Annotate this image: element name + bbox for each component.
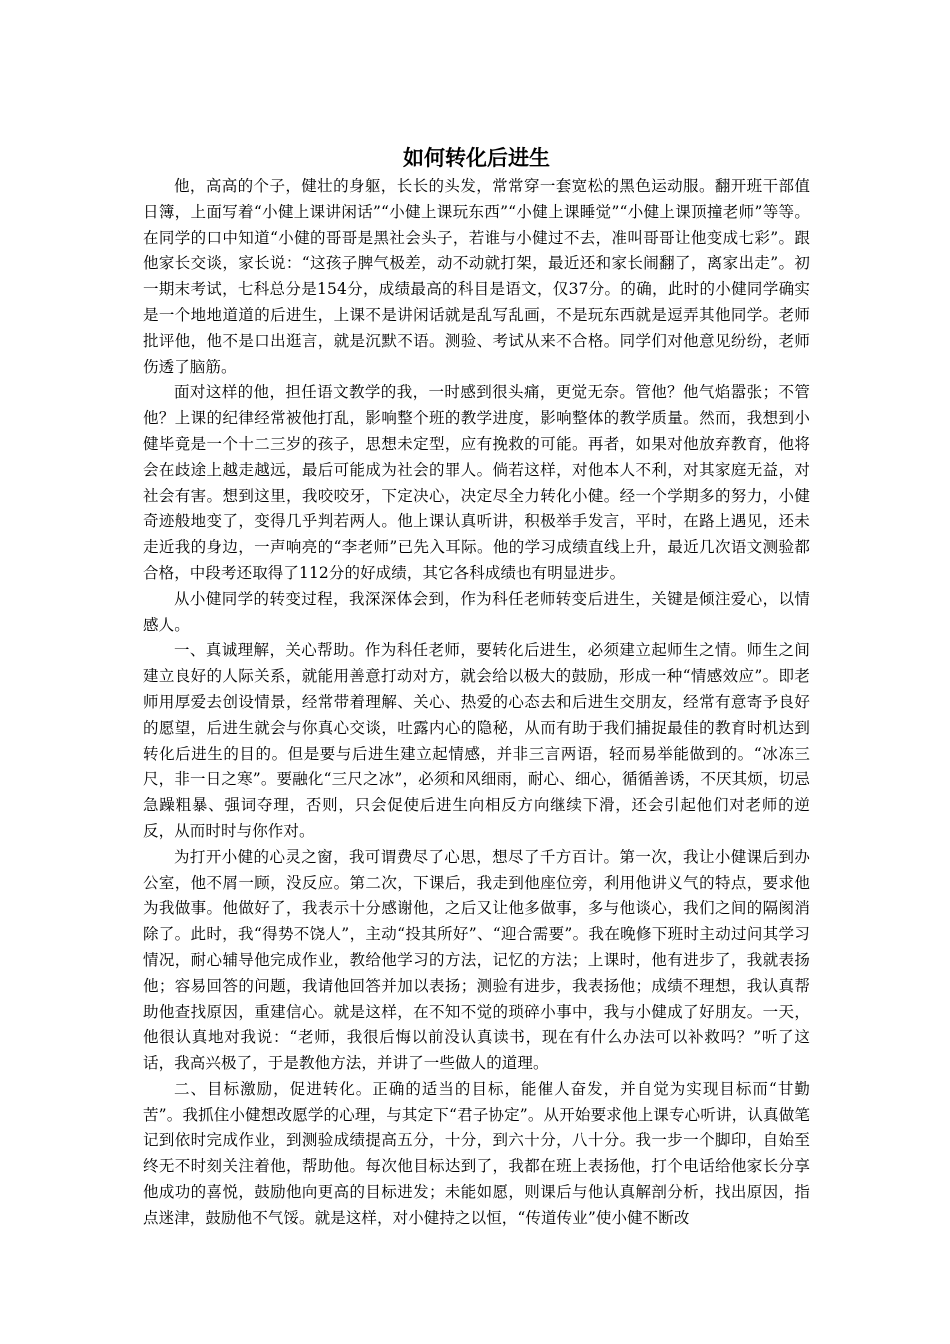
- paragraph: 面对这样的他，担任语文教学的我，一时感到很头痛，更觉无奈。管他？他气焰嚣张；不管他？上课的纪律经常被他打乱，影响整个班的教学进度，影响整体的教学质量。然而，我想到小健毕竟是一个十二三岁的孩子，思想未定型，应有挽救的可能。再者，如果对他放弃教育，他将会在歧途上越走越远，最后可能成为社会的罪人。倘若这样，对他本人不利，对其家庭无益，对社会有害。想到这里，我咬咬牙，下定决心，决定尽全力转化小健。经一个学期多的努力，小健奇迹般地变了，变得几乎判若两人。他上课认真听讲，积极举手发言，平时，在路上遇见，还未走近我的身边，一声响亮的“李老师”已先入耳际。他的学习成绩直线上升，最近几次语文测验都合格，中段考还取得了112分的好成绩，其它各科成绩也有明显进步。: [143, 383, 810, 582]
- document-body: [143, 174, 810, 1232]
- paragraph: 二、目标激励，促进转化。正确的适当的目标，能催人奋发，并自觉为实现目标而“甘勤苦”。我抓住小健想改愿学的心理，与其定下“君子协定”。从开始要求他上课专心听讲，认真做笔记到依时完成作业，到测验成绩提高五分，十分，到六十分，八十分。我一步一个脚印，自始至终无不时刻关注着他，帮助他。每次他目标达到了，我都在班上表扬他，打个电话给他家长分享他成功的喜悦，鼓励他向更高的目标进发；未能如愿，则课后与他认真解剖分析，找出原因，指点迷津，鼓励他不气馁。就是这样，对小健持之以恒，“传道传业”使小健不断改: [143, 1079, 810, 1227]
- document-page: [143, 142, 810, 1232]
- paragraph: 一、真诚理解，关心帮助。作为科任老师，要转化后进生，必须建立起师生之情。师生之间建立良好的人际关系，就能用善意打动对方，就会给以极大的鼓励，形成一种“情感效应”。即老师用厚爱去创设情景，经常带着理解、关心、热爱的心态去和后进生交朋友，经常有意寄予良好的愿望，后进生就会与你真心交谈，吐露内心的隐秘，从而有助于我们捕捉最佳的教育时机达到转化后进生的目的。但是要与后进生建立起情感，并非三言两语，轻而易举能做到的。“冰冻三尺，非一日之寒”。要融化“三尺之冰”，必须和风细雨，耐心、细心，循循善诱，不厌其烦，切忌急躁粗暴、强词夺理，否则，只会促使后进生向相反方向继续下滑，还会引起他们对老师的逆反，从而时时与你作对。: [143, 641, 810, 840]
- paragraph: 他，高高的个子，健壮的身躯，长长的头发，常常穿一套宽松的黑色运动服。翻开班干部值日簿，上面写着“小健上课讲闲话”“小健上课玩东西”“小健上课睡觉”“小健上课顶撞老师”等等。在同学的口中知道“小健的哥哥是黑社会头子，若谁与小健过不去，准叫哥哥让他变成七彩”。跟他家长交谈，家长说：“这孩子脾气极差，动不动就打架，最近还和家长闹翻了，离家出走”。初一期末考试，七科总分是154分，成绩最高的科目是语文，仅37分。的确，此时的小健同学确实是一个地地道道的后进生，上课不是讲闲话就是乱写乱画，不是玩东西就是逗弄其他同学。老师批评他，他不是口出逛言，就是沉默不语。测验、考试从来不合格。同学们对他意见纷纷，老师伤透了脑筋。: [143, 177, 810, 376]
- document-title: 如何转化后进生: [403, 145, 550, 170]
- paragraph: 从小健同学的转变过程，我深深体会到，作为科任老师转变后进生，关键是倾注爱心，以情感人。: [143, 589, 810, 634]
- paragraph: 为打开小健的心灵之窗，我可谓费尽了心思，想尽了千方百计。第一次，我让小健课后到办公室，他不屑一顾，没反应。第二次，下课后，我走到他座位旁，利用他讲义气的特点，要求他为我做事。他做好了，我表示十分感谢他，之后又让他多做事，多与他谈心，我们之间的隔阂消除了。此时，我“得势不饶人”，主动“投其所好”、“迎合需要”。我在晚修下班时主动过问其学习情况，耐心辅导他完成作业，教给他学习的方法，记忆的方法；上课时，他有进步了，我就表扬他；容易回答的问题，我请他回答并加以表扬；测验有进步，我表扬他；成绩不理想，我认真帮助他查找原因，重建信心。就是这样，在不知不觉的琐碎小事中，我与小健成了好朋友。一天，他很认真地对我说：“老师，我很后悔以前没认真读书，现在有什么办法可以补救吗？”听了这话，我高兴极了，于是教他方法，并讲了一些做人的道理。: [143, 847, 810, 1073]
